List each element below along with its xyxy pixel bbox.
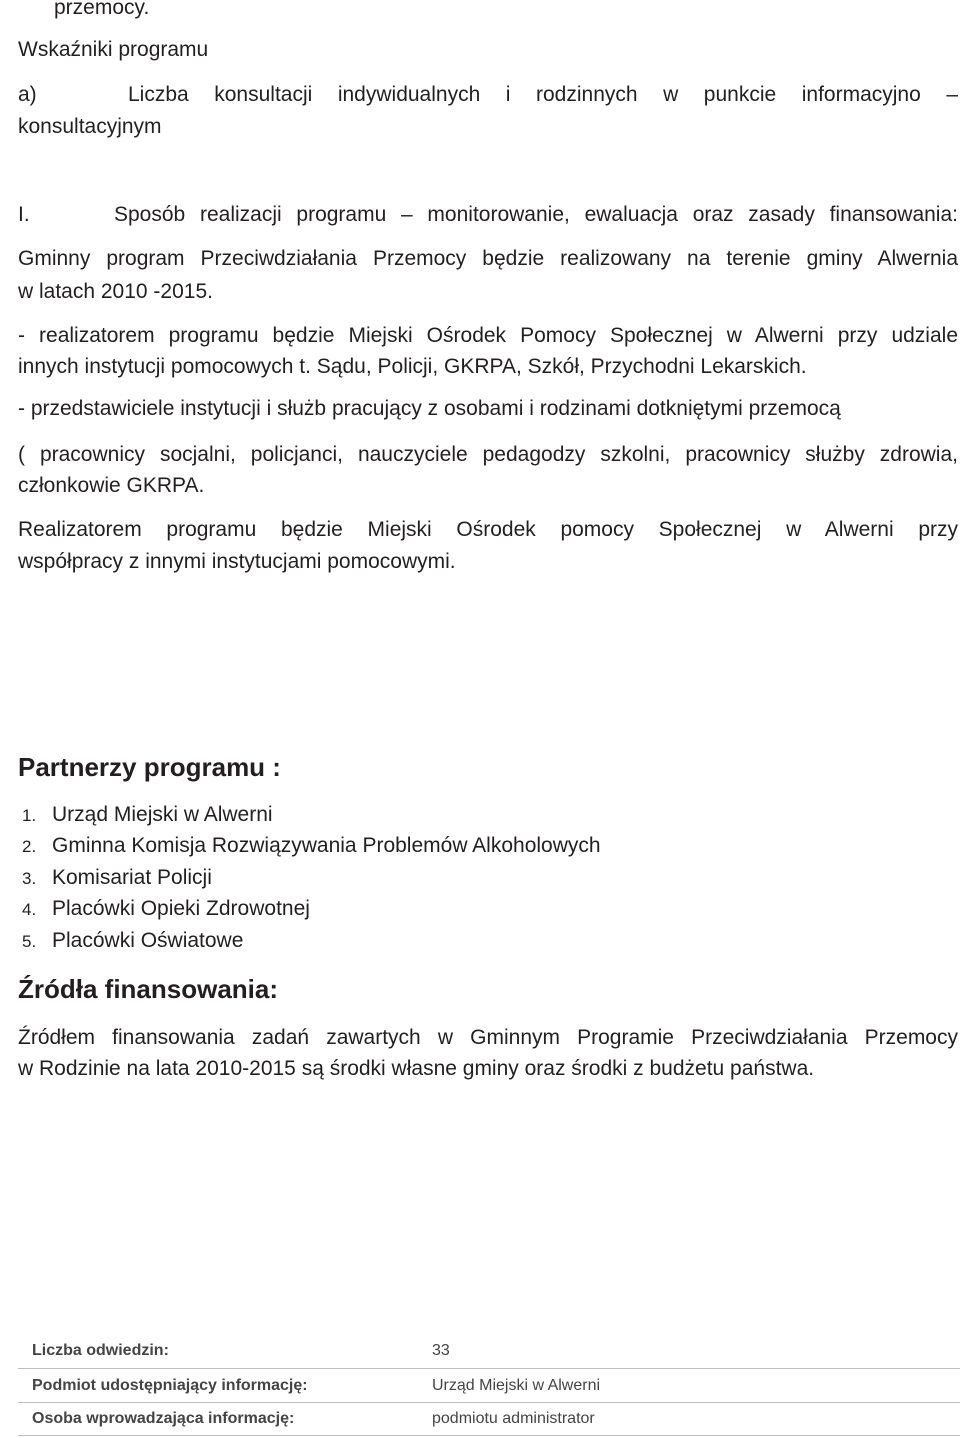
partner-label: Placówki Oświatowe (52, 929, 244, 952)
visits-value: 33 (432, 1342, 450, 1359)
footer-divider (18, 1368, 960, 1369)
partner-item (22, 862, 212, 895)
partner-item (22, 925, 243, 958)
provider-label: Podmiot udostępniający informację: (32, 1377, 308, 1394)
paragraph-5-line1: Realizatorem programu będzie Miejski Ośrodek pomocy Społecznej w Alwerni przy (18, 518, 958, 541)
partner-label: Placówki Opieki Zdrowotnej (52, 897, 310, 920)
partner-number: 4. (22, 900, 37, 919)
continued-text: przemocy. (54, 0, 150, 19)
partner-item (22, 830, 601, 863)
partner-label: Komisariat Policji (52, 866, 212, 889)
provider-value: Urząd Miejski w Alwerni (432, 1377, 601, 1394)
indicator-a-marker: a) (18, 83, 37, 106)
paragraph-1-line2: w latach 2010 -2015. (18, 280, 213, 303)
section-I-title: Sposób realizacji programu – monitorowanie, ewaluacja oraz zasady finansowania: (114, 203, 958, 226)
footer-divider (18, 1402, 960, 1403)
partner-number: 1. (22, 806, 37, 825)
funding-line2: w Rodzinie na lata 2010-2015 są środki własne gminy oraz środki z budżetu państwa. (18, 1057, 815, 1080)
paragraph-2-line2: innych instytucji pomocowych t. Sądu, Policji, GKRPA, Szkół, Przychodni Lekarskich. (18, 355, 807, 378)
section-I-heading (18, 199, 958, 231)
paragraph-4-line2: członkowie GKRPA. (18, 474, 205, 497)
partner-label: Urząd Miejski w Alwerni (52, 803, 273, 826)
indicator-a-line2: konsultacyjnym (18, 115, 162, 138)
partners-heading: Partnerzy programu : (18, 752, 281, 782)
indicators-title: Wskaźniki programu (18, 38, 209, 61)
partner-number: 3. (22, 869, 37, 888)
indicator-a-text: Liczba konsultacji indywidualnych i rodzinnych w punkcie informacyjno – (128, 83, 958, 106)
partner-item (22, 799, 273, 832)
paragraph-5-line2: współpracy z innymi instytucjami pomocowymi. (18, 550, 456, 573)
paragraph-4-line1: ( pracownicy socjalni, policjanci, nauczyciele pedagodzy szkolni, pracownicy służby zdrowia, (18, 443, 958, 466)
paragraph-2-line1: - realizatorem programu będzie Miejski Ośrodek Pomocy Społecznej w Alwerni przy udziale (18, 324, 958, 347)
author-value: podmiotu administrator (432, 1410, 595, 1427)
partner-number: 2. (22, 837, 37, 856)
partner-item (22, 893, 310, 926)
visits-label: Liczba odwiedzin: (32, 1342, 169, 1359)
partner-number: 5. (22, 932, 37, 951)
funding-line1: Źródłem finansowania zadań zawartych w Gminnym Programie Przeciwdziałania Przemocy (18, 1026, 958, 1049)
author-label: Osoba wprowadzająca informację: (32, 1410, 295, 1427)
indicator-a-line1 (18, 79, 958, 111)
partner-label: Gminna Komisja Rozwiązywania Problemów Alkoholowych (52, 834, 601, 857)
paragraph-3-line1: - przedstawiciele instytucji i służb pracujący z osobami i rodzinami dotkniętymi przemocą (18, 397, 841, 420)
footer-divider (18, 1435, 960, 1436)
funding-heading: Źródła finansowania: (18, 974, 279, 1004)
section-I-marker: I. (18, 203, 30, 226)
paragraph-1-line1: Gminny program Przeciwdziałania Przemocy będzie realizowany na terenie gminy Alwernia (18, 247, 958, 270)
